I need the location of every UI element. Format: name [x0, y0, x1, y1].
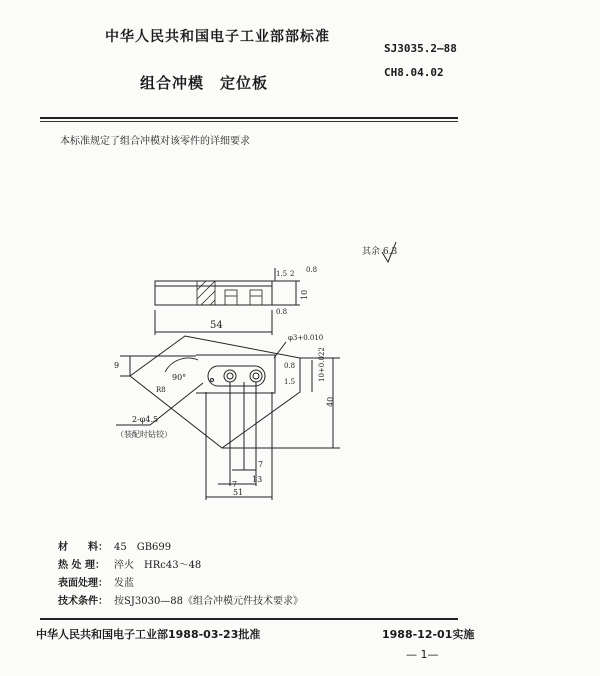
dim-13: 13	[252, 475, 263, 484]
standard-code: SJ3035.2—88	[384, 42, 457, 55]
spec-label: 热 处 理：	[58, 560, 105, 571]
page-number: — 1—	[406, 648, 439, 661]
hole-right	[250, 370, 262, 382]
dim-51: 51	[233, 488, 244, 497]
dim-holes-note-2: （装配时钻铰）	[116, 430, 172, 439]
spec-surface	[58, 574, 134, 589]
dim-7-top: 7	[258, 460, 264, 469]
spec-tech-conditions	[58, 592, 303, 607]
dim-angle: 90°	[172, 373, 187, 382]
dim-chamfer-top: 0.8	[276, 308, 288, 316]
dim-thickness: 10	[300, 289, 309, 300]
part-code: CH8.04.02	[384, 66, 444, 79]
approval-text: 中华人民共和国电子工业部1988-03-23批准	[36, 628, 261, 641]
dim-length-54: 54	[210, 320, 223, 331]
dim-holes-note: 2-φ4.5	[132, 415, 159, 424]
effective-date: 1988-12-01实施	[382, 628, 475, 641]
dim-top-0-8: 0.8	[306, 266, 318, 274]
spec-value: 45 GB699	[114, 542, 172, 553]
dim-left-9: 9	[114, 361, 120, 370]
spec-value: 按SJ3030—88《组合冲模元件技术要求》	[114, 596, 304, 607]
top-view-section-hatch	[197, 281, 262, 305]
dim-slot: 10+0.022	[318, 347, 326, 382]
intro-text: 本标准规定了组合冲模对该零件的详细要求	[60, 136, 250, 147]
standard-org-title: 中华人民共和国电子工业部部标准	[105, 29, 330, 45]
spec-label: 表面处理：	[58, 578, 108, 589]
document-title: 组合冲模 定位板	[140, 74, 269, 92]
dim-side-1-5: 1.5	[284, 378, 296, 386]
dim-side-0-8: 0.8	[284, 362, 296, 370]
dim-top-2: 2	[290, 270, 295, 278]
spec-value: 淬火 HRc43～48	[114, 560, 202, 571]
dim-r8: R8	[156, 386, 166, 394]
dim-height-40: 40	[326, 396, 335, 407]
dim-top-1-5: 1.5	[276, 270, 288, 278]
spec-heat-treatment	[58, 556, 201, 571]
roughness-note: 其余 6.3	[362, 247, 398, 257]
spec-label: 材 料：	[58, 542, 108, 553]
dim-hole: φ3+0.010	[288, 334, 324, 342]
spec-material	[58, 538, 171, 553]
spec-value: 发蓝	[114, 578, 134, 589]
dim-7-left: 7	[232, 480, 238, 489]
footer-rule	[40, 618, 458, 620]
spec-label: 技术条件：	[58, 596, 108, 607]
hole-left	[224, 370, 236, 382]
